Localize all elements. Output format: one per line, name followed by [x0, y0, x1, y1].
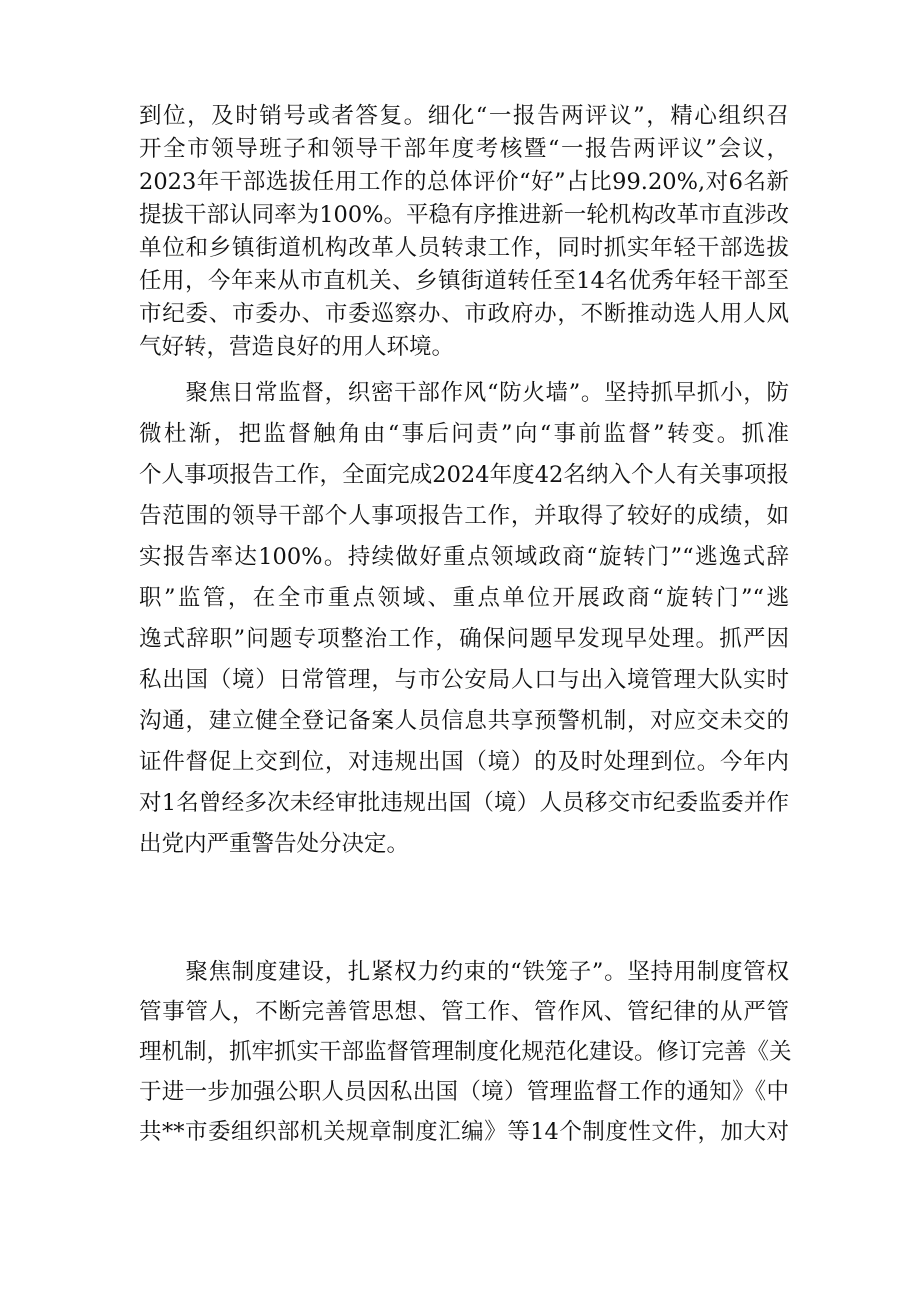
paragraph-cadre-selection: [139, 100, 789, 364]
text-line: 开全市领导班子和领导干部年度考核暨“一报告两评议”会议，: [139, 136, 789, 162]
text-line: 提拔干部认同率为100%。平稳有序推进新一轮机构改革市直涉改: [139, 202, 789, 228]
text-line: 实报告率达100%。持续做好重点领域政商“旋转门”“逃逸式辞: [139, 544, 789, 570]
text-line: 对1名曾经多次未经审批违规出国（境）人员移交市纪委监委并作: [139, 790, 789, 816]
text-line: 于进一步加强公职人员因私出国（境）管理监督工作的通知》《中: [139, 1079, 789, 1105]
text-line: 告范围的领导干部个人事项报告工作，并取得了较好的成绩，如: [139, 503, 789, 529]
text-line: 出党内严重警告处分决定。: [139, 831, 410, 857]
text-line: 证件督促上交到位，对违规出国（境）的及时处理到位。今年内: [139, 749, 789, 775]
text-line: 聚焦日常监督，织密干部作风“防火墙”。坚持抓早抓小，防: [139, 380, 789, 406]
text-line: 私出国（境）日常管理，与市公安局人口与出入境管理大队实时: [139, 667, 789, 693]
text-line: 市纪委、市委办、市委巡察办、市政府办，不断推动选人用人风: [139, 301, 789, 327]
text-line: 逸式辞职”问题专项整治工作，确保问题早发现早处理。抓严因: [139, 626, 789, 652]
text-line: 2023年干部选拔任用工作的总体评价“好”占比99.20%,对6名新: [139, 169, 789, 195]
text-line: 任用，今年来从市直机关、乡镇街道转任至14名优秀年轻干部至: [139, 268, 789, 294]
text-line: 单位和乡镇街道机构改革人员转隶工作，同时抓实年轻干部选拔: [139, 235, 789, 261]
text-line: 共**市委组织部机关规章制度汇编》等14个制度性文件，加大对: [139, 1119, 789, 1145]
text-line: 管事管人，不断完善管思想、管工作、管作风、管纪律的从严管: [139, 999, 789, 1025]
paragraph-system-building: [139, 952, 792, 1152]
text-line: 气好转，营造良好的用人环境。: [139, 334, 455, 360]
text-line: 职”监管，在全市重点领域、重点单位开展政商“旋转门”“逃: [139, 585, 789, 611]
text-line: 理机制，抓牢抓实干部监督管理制度化规范化建设。修订完善《关: [139, 1039, 792, 1065]
paragraph-daily-supervision: [139, 373, 789, 865]
text-line: 沟通，建立健全登记备案人员信息共享预警机制，对应交未交的: [139, 708, 789, 734]
text-line: 聚焦制度建设，扎紧权力约束的“铁笼子”。坚持用制度管权: [139, 959, 789, 985]
text-line: 微杜渐，把监督触角由“事后问责”向“事前监督”转变。抓准: [139, 421, 789, 447]
text-line: 个人事项报告工作，全面完成2024年度42名纳入个人有关事项报: [139, 462, 789, 488]
text-line: 到位，及时销号或者答复。细化“一报告两评议”，精心组织召: [139, 103, 789, 129]
